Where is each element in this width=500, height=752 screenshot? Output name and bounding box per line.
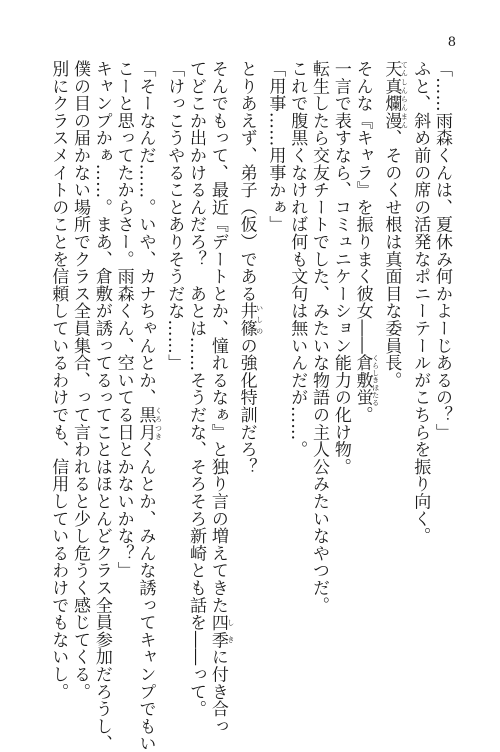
ruby-shiki: 四季 しき xyxy=(207,613,235,649)
text-line: とりあえず、弟子（仮）である井篠 いしのの強化特訓だろ？ xyxy=(236,60,264,476)
text-line: てどこか出かけるんだろ？ あとは……そうだな、そろそろ新崎とも話を――って。 xyxy=(186,60,207,718)
ruby-kurashiki-hotaru: 倉敷蛍 くらしきほたる xyxy=(352,354,380,407)
text-line: 転生したら交友チートでした、みたいな物語の主人公みたいなやつだ。 xyxy=(309,60,330,614)
text-line: 僕の目の届かない場所でクラス全員集合、って言われると少し危うく感じてくる。 xyxy=(70,60,91,701)
furigana-reading: てんしんらんまん xyxy=(400,60,409,130)
furigana-reading: いしの xyxy=(255,302,264,337)
text-line: 天真爛漫 てんしんらんまん、そのくせ根は真面目な委員長。 xyxy=(381,60,409,389)
text-line: 「けっこうやることありそうだな……」 xyxy=(164,60,185,372)
text-line: 「そーなんだ……。いや、カナちゃんとか、黒月 くろつきくんとか、みんな誘ってキャンプでもい xyxy=(135,60,163,752)
novel-text-body xyxy=(42,60,452,752)
text-line: キャンプかぁ……。まあ、倉敷が誘ってるってことはほとんどクラス全員参加だろうし、 xyxy=(91,60,112,752)
furigana-reading: しき xyxy=(226,613,235,649)
page-number: 8 xyxy=(447,35,456,50)
furigana-reading: くらしきほたる xyxy=(371,354,380,407)
text-line: そんな『キャラ』を振りまく彼女――倉敷蛍 くらしきほたる。 xyxy=(352,60,380,424)
ruby-kurotsuki: 黒月 くろつき xyxy=(135,406,163,441)
text-line: そんでもって、最近『デートとか、憧れるなぁ』と独り言の増えてきた四季 しきに付き合っ xyxy=(207,60,235,735)
text-line: 「用事……用事かぁ」 xyxy=(265,60,286,233)
text-line: ふと、斜め前の席の活発なポニーテールがこちらを振り向く。 xyxy=(410,60,431,545)
furigana-reading: くろつき xyxy=(154,406,163,441)
text-line: これで腹黒くなければ何も文句は無いんだが……。 xyxy=(287,60,308,458)
text-line: こーと思ってたからさー。雨森くん、空いてる日とかないかな？」 xyxy=(113,60,134,579)
text-line: 「……雨森くんは、夏休み何かよーじあるの？」 xyxy=(432,60,452,441)
ruby-ishino: 井篠 いしの xyxy=(236,302,264,337)
ruby-tenshinranman: 天真爛漫 てんしんらんまん xyxy=(381,60,409,130)
text-line: 一言で表すなら、コミュニケーション能力の化け物。 xyxy=(330,60,351,476)
text-line: 別にクラスメイトのことを信頼しているわけでも、信用しているわけでもないし。 xyxy=(48,60,69,701)
